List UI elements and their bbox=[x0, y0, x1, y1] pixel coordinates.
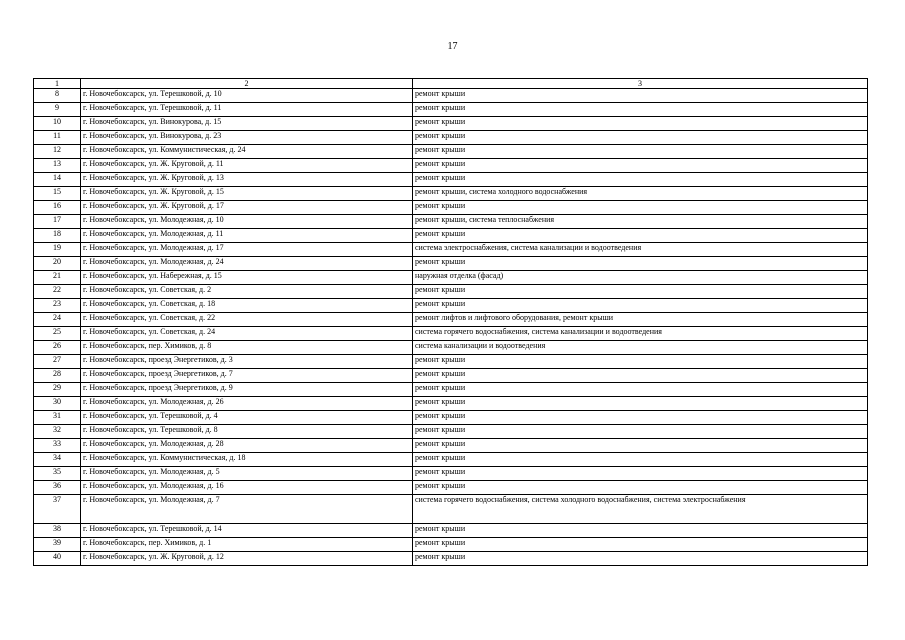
table-header-row bbox=[34, 79, 868, 89]
row-number-cell: 31 bbox=[34, 411, 81, 425]
row-work-cell: ремонт крыши bbox=[413, 355, 868, 369]
row-number-cell: 29 bbox=[34, 383, 81, 397]
table-row bbox=[34, 145, 868, 159]
row-address-cell: г. Новочебоксарск, ул. Терешковой, д. 4 bbox=[81, 411, 413, 425]
row-work-cell: ремонт крыши bbox=[413, 411, 868, 425]
table-row bbox=[34, 369, 868, 383]
row-work-cell: ремонт крыши bbox=[413, 552, 868, 566]
buildings-table bbox=[33, 78, 868, 566]
row-number-cell: 16 bbox=[34, 201, 81, 215]
row-work-cell: ремонт крыши bbox=[413, 397, 868, 411]
row-number-cell: 23 bbox=[34, 299, 81, 313]
table-row bbox=[34, 327, 868, 341]
table-row bbox=[34, 89, 868, 103]
row-number-cell: 30 bbox=[34, 397, 81, 411]
row-work-cell: ремонт крыши bbox=[413, 439, 868, 453]
row-work-cell: наружная отделка (фасад) bbox=[413, 271, 868, 285]
row-number-cell: 17 bbox=[34, 215, 81, 229]
table-row bbox=[34, 271, 868, 285]
table-row bbox=[34, 257, 868, 271]
table-row bbox=[34, 285, 868, 299]
row-address-cell: г. Новочебоксарск, ул. Ж. Круговой, д. 17 bbox=[81, 201, 413, 215]
row-address-cell: г. Новочебоксарск, ул. Набережная, д. 15 bbox=[81, 271, 413, 285]
row-number-cell: 12 bbox=[34, 145, 81, 159]
row-number-cell: 38 bbox=[34, 524, 81, 538]
row-number-cell: 40 bbox=[34, 552, 81, 566]
row-number-cell: 15 bbox=[34, 187, 81, 201]
row-work-cell: система электроснабжения, система канализации и водоотведения bbox=[413, 243, 868, 257]
row-work-cell: ремонт крыши bbox=[413, 481, 868, 495]
row-address-cell: г. Новочебоксарск, ул. Молодежная, д. 24 bbox=[81, 257, 413, 271]
row-number-cell: 8 bbox=[34, 89, 81, 103]
table-row bbox=[34, 495, 868, 524]
row-address-cell: г. Новочебоксарск, ул. Советская, д. 22 bbox=[81, 313, 413, 327]
row-work-cell: ремонт крыши, система холодного водоснабжения bbox=[413, 187, 868, 201]
row-address-cell: г. Новочебоксарск, ул. Советская, д. 18 bbox=[81, 299, 413, 313]
row-address-cell: г. Новочебоксарск, пер. Химиков, д. 1 bbox=[81, 538, 413, 552]
table-row bbox=[34, 552, 868, 566]
table-row bbox=[34, 397, 868, 411]
table-row bbox=[34, 453, 868, 467]
page-number: 17 bbox=[447, 41, 458, 52]
header-cell-address: 2 bbox=[81, 79, 413, 89]
table-row bbox=[34, 538, 868, 552]
table-row bbox=[34, 425, 868, 439]
table-row bbox=[34, 215, 868, 229]
row-work-cell: ремонт крыши bbox=[413, 89, 868, 103]
table-row bbox=[34, 467, 868, 481]
row-work-cell: ремонт крыши bbox=[413, 117, 868, 131]
row-work-cell: система горячего водоснабжения, система канализации и водоотведения bbox=[413, 327, 868, 341]
header-cell-number: 1 bbox=[34, 79, 81, 89]
row-work-cell: ремонт крыши bbox=[413, 299, 868, 313]
row-address-cell: г. Новочебоксарск, ул. Советская, д. 2 bbox=[81, 285, 413, 299]
row-number-cell: 25 bbox=[34, 327, 81, 341]
header-cell-work: 3 bbox=[413, 79, 868, 89]
row-address-cell: г. Новочебоксарск, ул. Молодежная, д. 16 bbox=[81, 481, 413, 495]
row-address-cell: г. Новочебоксарск, ул. Молодежная, д. 26 bbox=[81, 397, 413, 411]
table-row bbox=[34, 103, 868, 117]
row-address-cell: г. Новочебоксарск, ул. Молодежная, д. 17 bbox=[81, 243, 413, 257]
row-number-cell: 18 bbox=[34, 229, 81, 243]
row-work-cell: ремонт крыши bbox=[413, 383, 868, 397]
table-row bbox=[34, 117, 868, 131]
row-number-cell: 14 bbox=[34, 173, 81, 187]
row-number-cell: 10 bbox=[34, 117, 81, 131]
row-work-cell: ремонт крыши bbox=[413, 524, 868, 538]
table-row bbox=[34, 243, 868, 257]
row-work-cell: ремонт крыши bbox=[413, 285, 868, 299]
row-address-cell: г. Новочебоксарск, ул. Ж. Круговой, д. 11 bbox=[81, 159, 413, 173]
table-row bbox=[34, 355, 868, 369]
table-row bbox=[34, 229, 868, 243]
row-work-cell: система горячего водоснабжения, система холодного водоснабжения, система электроснабжения bbox=[413, 495, 868, 524]
row-work-cell: система канализации и водоотведения bbox=[413, 341, 868, 355]
row-address-cell: г. Новочебоксарск, ул. Молодежная, д. 7 bbox=[81, 495, 413, 524]
row-work-cell: ремонт крыши bbox=[413, 538, 868, 552]
row-work-cell: ремонт крыши, система теплоснабжения bbox=[413, 215, 868, 229]
row-work-cell: ремонт крыши bbox=[413, 229, 868, 243]
table-row bbox=[34, 299, 868, 313]
row-number-cell: 11 bbox=[34, 131, 81, 145]
row-address-cell: г. Новочебоксарск, проезд Энергетиков, д. 3 bbox=[81, 355, 413, 369]
row-address-cell: г. Новочебоксарск, ул. Молодежная, д. 5 bbox=[81, 467, 413, 481]
row-address-cell: г. Новочебоксарск, ул. Ж. Круговой, д. 15 bbox=[81, 187, 413, 201]
row-work-cell: ремонт крыши bbox=[413, 159, 868, 173]
table-row bbox=[34, 439, 868, 453]
row-work-cell: ремонт крыши bbox=[413, 369, 868, 383]
row-address-cell: г. Новочебоксарск, ул. Винокурова, д. 15 bbox=[81, 117, 413, 131]
table-row bbox=[34, 173, 868, 187]
row-work-cell: ремонт крыши bbox=[413, 145, 868, 159]
row-number-cell: 28 bbox=[34, 369, 81, 383]
row-number-cell: 21 bbox=[34, 271, 81, 285]
table-row bbox=[34, 341, 868, 355]
row-number-cell: 39 bbox=[34, 538, 81, 552]
row-work-cell: ремонт крыши bbox=[413, 201, 868, 215]
row-address-cell: г. Новочебоксарск, проезд Энергетиков, д. 7 bbox=[81, 369, 413, 383]
row-work-cell: ремонт лифтов и лифтового оборудования, ремонт крыши bbox=[413, 313, 868, 327]
row-number-cell: 27 bbox=[34, 355, 81, 369]
table-row bbox=[34, 313, 868, 327]
row-number-cell: 33 bbox=[34, 439, 81, 453]
row-work-cell: ремонт крыши bbox=[413, 425, 868, 439]
row-number-cell: 9 bbox=[34, 103, 81, 117]
table-row bbox=[34, 187, 868, 201]
row-address-cell: г. Новочебоксарск, ул. Терешковой, д. 11 bbox=[81, 103, 413, 117]
row-number-cell: 34 bbox=[34, 453, 81, 467]
table-row bbox=[34, 159, 868, 173]
row-number-cell: 13 bbox=[34, 159, 81, 173]
table-row bbox=[34, 411, 868, 425]
table-row bbox=[34, 481, 868, 495]
table-row bbox=[34, 201, 868, 215]
row-address-cell: г. Новочебоксарск, ул. Терешковой, д. 14 bbox=[81, 524, 413, 538]
row-work-cell: ремонт крыши bbox=[413, 131, 868, 145]
row-address-cell: г. Новочебоксарск, ул. Терешковой, д. 10 bbox=[81, 89, 413, 103]
row-number-cell: 24 bbox=[34, 313, 81, 327]
row-number-cell: 35 bbox=[34, 467, 81, 481]
row-address-cell: г. Новочебоксарск, ул. Винокурова, д. 23 bbox=[81, 131, 413, 145]
row-address-cell: г. Новочебоксарск, проезд Энергетиков, д. 9 bbox=[81, 383, 413, 397]
row-address-cell: г. Новочебоксарск, ул. Ж. Круговой, д. 12 bbox=[81, 552, 413, 566]
row-number-cell: 19 bbox=[34, 243, 81, 257]
row-address-cell: г. Новочебоксарск, ул. Советская, д. 24 bbox=[81, 327, 413, 341]
row-work-cell: ремонт крыши bbox=[413, 257, 868, 271]
row-address-cell: г. Новочебоксарск, ул. Терешковой, д. 8 bbox=[81, 425, 413, 439]
row-number-cell: 26 bbox=[34, 341, 81, 355]
row-work-cell: ремонт крыши bbox=[413, 467, 868, 481]
row-number-cell: 32 bbox=[34, 425, 81, 439]
row-address-cell: г. Новочебоксарск, пер. Химиков, д. 8 bbox=[81, 341, 413, 355]
row-number-cell: 20 bbox=[34, 257, 81, 271]
row-work-cell: ремонт крыши bbox=[413, 103, 868, 117]
table-row bbox=[34, 131, 868, 145]
row-number-cell: 37 bbox=[34, 495, 81, 524]
row-address-cell: г. Новочебоксарск, ул. Молодежная, д. 11 bbox=[81, 229, 413, 243]
table-row bbox=[34, 383, 868, 397]
row-number-cell: 36 bbox=[34, 481, 81, 495]
row-number-cell: 22 bbox=[34, 285, 81, 299]
row-address-cell: г. Новочебоксарск, ул. Молодежная, д. 10 bbox=[81, 215, 413, 229]
row-work-cell: ремонт крыши bbox=[413, 453, 868, 467]
row-address-cell: г. Новочебоксарск, ул. Ж. Круговой, д. 13 bbox=[81, 173, 413, 187]
row-address-cell: г. Новочебоксарск, ул. Молодежная, д. 28 bbox=[81, 439, 413, 453]
row-work-cell: ремонт крыши bbox=[413, 173, 868, 187]
row-address-cell: г. Новочебоксарск, ул. Коммунистическая, д. 18 bbox=[81, 453, 413, 467]
table-row bbox=[34, 524, 868, 538]
row-address-cell: г. Новочебоксарск, ул. Коммунистическая, д. 24 bbox=[81, 145, 413, 159]
